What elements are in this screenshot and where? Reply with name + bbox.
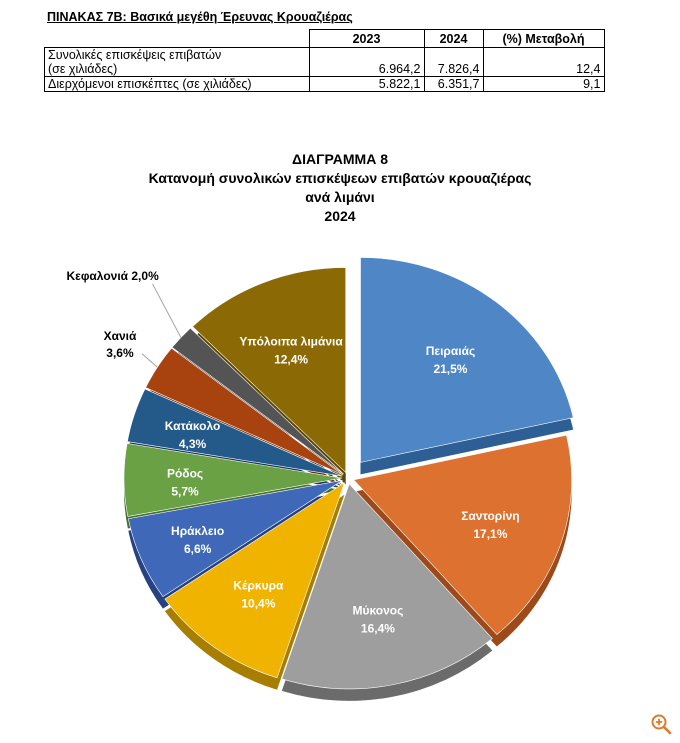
slice-label-ρόδος: Ρόδος — [166, 466, 204, 481]
row-label — [45, 48, 310, 77]
chart-title-line: ΔΙΑΓΡΑΜΜΑ 8 — [292, 151, 388, 167]
chart-title-line: ανά λιμάνι — [305, 189, 375, 205]
table-header-change: (%) Μεταβολή — [483, 30, 604, 48]
leader-line-χανιά — [142, 354, 157, 367]
row-value-2023: 6.964,2 — [309, 48, 424, 77]
table-title: ΠΙΝΑΚΑΣ 7Β: Βασικά μεγέθη Έρευνας Κρουαζιέρας — [47, 10, 353, 24]
slice-label-ηράκλειο: Ηράκλειο — [171, 524, 225, 539]
row-value-2024: 6.351,7 — [424, 77, 483, 92]
row-value-change: 12,4 — [483, 48, 604, 77]
slice-value-σαντορίνη: 17,1% — [473, 527, 508, 542]
pie-chart — [0, 240, 680, 710]
row-value-2024: 7.826,4 — [424, 48, 483, 77]
row-value-2023: 5.822,1 — [309, 77, 424, 92]
slice-label-χανιά: Χανιά — [103, 328, 137, 343]
row-label-line1: Συνολικές επισκέψεις επιβατών — [48, 48, 222, 62]
table-row — [45, 48, 605, 77]
slice-value-πειραιάς: 21,5% — [433, 361, 468, 376]
slice-label-κέρκυρα: Κέρκυρα — [233, 578, 284, 593]
slice-label-κατάκολο: Κατάκολο — [164, 418, 221, 433]
table-header-blank — [45, 30, 310, 48]
chart-title-line: Κατανομή συνολικών επισκέψεων επιβατών κρουαζιέρας — [148, 170, 532, 186]
stats-table — [44, 29, 605, 92]
table-header-2024: 2024 — [424, 30, 483, 48]
slice-label-πειραιάς: Πειραιάς — [425, 343, 476, 358]
chart-title — [90, 150, 590, 226]
table-row — [45, 77, 605, 92]
table-header-row — [45, 30, 605, 48]
row-label-line2: (σε χιλιάδες) — [48, 62, 118, 76]
slice-value-κατάκολο: 4,3% — [178, 436, 207, 451]
row-label: Διερχόμενοι επισκέπτες (σε χιλιάδες) — [45, 77, 310, 92]
chart-title-line: 2024 — [324, 208, 356, 224]
slice-label-κεφαλονιά: Κεφαλονιά 2,0% — [66, 269, 159, 284]
slice-value-μύκονος: 16,4% — [360, 621, 395, 636]
zoom-in-icon[interactable] — [650, 713, 672, 735]
slice-value-ηράκλειο: 6,6% — [183, 542, 212, 557]
slice-label-σαντορίνη: Σαντορίνη — [461, 509, 520, 524]
slice-value-υπόλοιπα-λιμάνια: 12,4% — [274, 352, 309, 367]
table-header-2023: 2023 — [309, 30, 424, 48]
slice-value-ρόδος: 5,7% — [171, 484, 199, 499]
slice-value-κέρκυρα: 10,4% — [241, 596, 276, 611]
leader-line-κεφαλονιά — [153, 284, 181, 337]
slice-label-υπόλοιπα-λιμάνια: Υπόλοιπα λιμάνια — [239, 334, 343, 349]
slice-value-χανιά: 3,6% — [106, 345, 134, 360]
slice-label-μύκονος: Μύκονος — [352, 603, 404, 618]
row-value-change: 9,1 — [483, 77, 604, 92]
